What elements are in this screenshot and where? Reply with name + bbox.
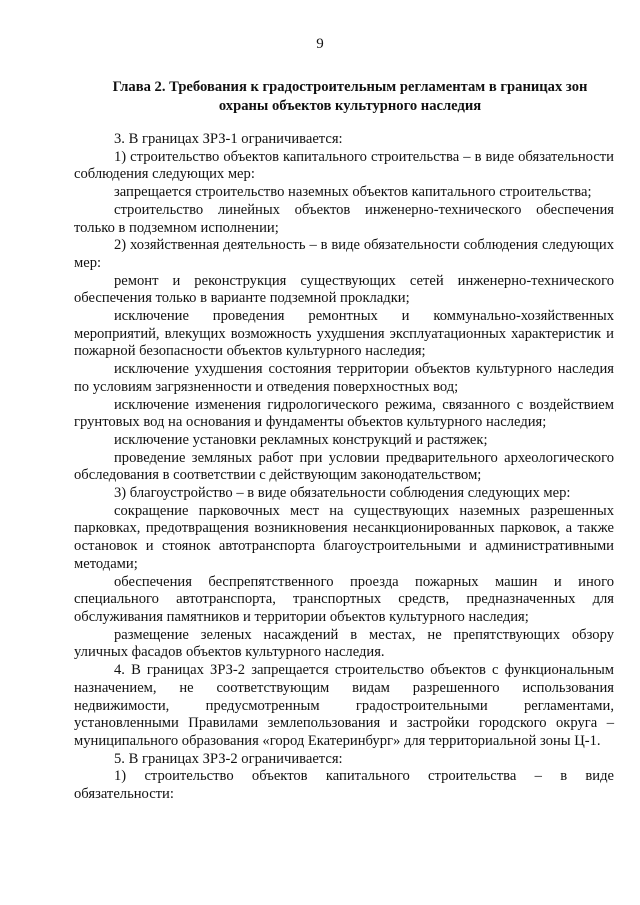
chapter-title: Глава 2. Требования к градостроительным регламентам в границах зон охраны объектов культурного наследия bbox=[112, 79, 588, 114]
paragraph: 4. В границах ЗРЗ-2 запрещается строительство объектов с функциональным назначением, не соответствующим видам разрешенного использования недвижимости, предусмотренным градостроительными регламентами, установленными Правилами землепользования и застройки городского округа – муниципального образования «город Екатеринбург» для территориальной зоны Ц-1. bbox=[74, 662, 614, 749]
paragraph: 2) хозяйственная деятельность – в виде обязательности соблюдения следующих мер: bbox=[74, 237, 614, 271]
paragraph: обеспечения беспрепятственного проезда пожарных машин и иного специального автотранспорта, транспортных средств, предназначенных для обслуживания памятников и территории объектов культурного наследия; bbox=[74, 573, 614, 625]
paragraph: 1) строительство объектов капитального строительства – в виде обязательности: bbox=[74, 768, 614, 803]
page-number: 9 bbox=[316, 36, 324, 52]
paragraph: исключение установки рекламных конструкций и растяжек; bbox=[114, 431, 488, 448]
paragraph: исключение изменения гидрологического режима, связанного с воздействием грунтовых вод на основания и фундаменты объектов культурного наследия; bbox=[74, 396, 614, 431]
paragraph: строительство линейных объектов инженерно-технического обеспечения только в подземном исполнении; bbox=[74, 201, 614, 236]
paragraph: сокращение парковочных мест на существующих наземных разрешенных парковках, предотвращения возникновения несанкционированных парковок, а также остановок и стоянок автотранспорта благоустроительными и административными методами; bbox=[74, 502, 614, 572]
paragraph: проведение земляных работ при условии предварительного археологического обследования в соответствии с действующим законодательством; bbox=[74, 449, 614, 484]
paragraph: исключение проведения ремонтных и коммунально-хозяйственных мероприятий, влекущих возможность ухудшения эксплуатационных характеристик и пожарной безопасности объектов культурного наследия; bbox=[74, 308, 614, 360]
document-body bbox=[74, 131, 614, 804]
paragraph: размещение зеленых насаждений в местах, не препятствующих обзору уличных фасадов объектов культурного наследия. bbox=[74, 626, 614, 661]
paragraph: ремонт и реконструкция существующих сетей инженерно-технического обеспечения только в варианте подземной прокладки; bbox=[74, 272, 614, 307]
paragraph: 3) благоустройство – в виде обязательности соблюдения следующих мер: bbox=[114, 485, 571, 502]
paragraph: 3. В границах ЗРЗ-1 ограничивается: bbox=[114, 131, 343, 147]
paragraph: 5. В границах ЗРЗ-2 ограничивается: bbox=[114, 750, 343, 767]
paragraph: исключение ухудшения состояния территории объектов культурного наследия по условиям загрязненности и отведения поверхностных вод; bbox=[74, 361, 614, 395]
paragraph: запрещается строительство наземных объектов капитального строительства; bbox=[114, 184, 592, 201]
paragraph: 1) строительство объектов капитального строительства – в виде обязательности соблюдения следующих мер: bbox=[74, 148, 614, 183]
